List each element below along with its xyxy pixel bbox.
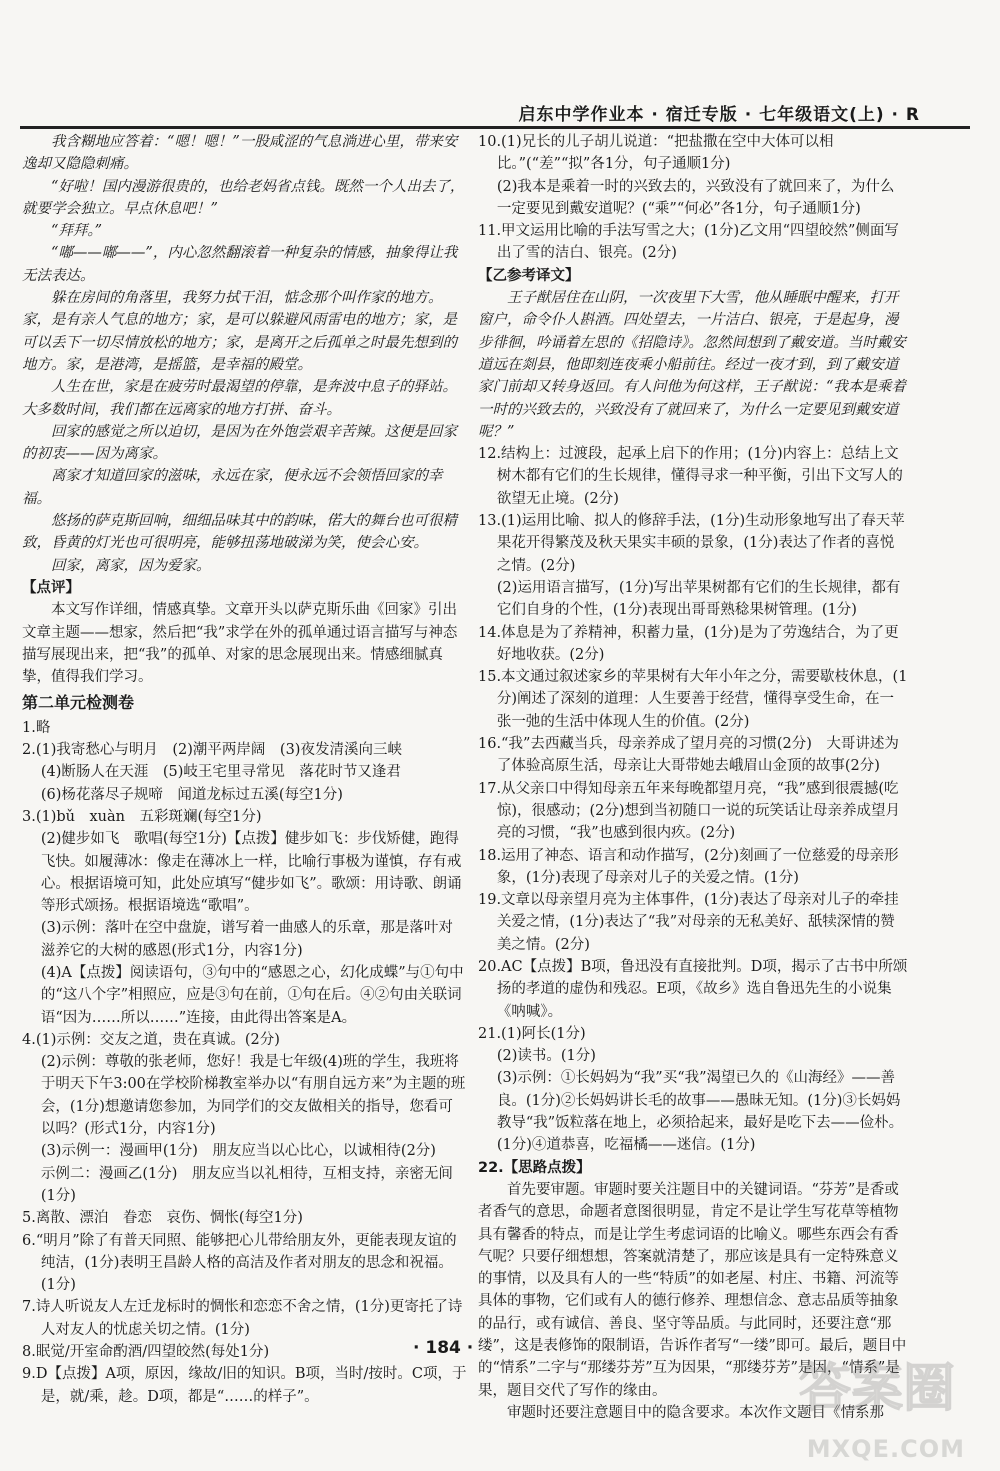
- answer-4-line: (2)示例：尊敬的张老师，您好！我是七年级(4)班的学生，我班将于明天下午3:00在学校阶梯教室举办以“有朋自远方来”为主题的班会，(1分)想邀请您参加，为同学们的交友做相关的指导，您看可以吗？(形式1分，内容1分): [40, 1054, 466, 1138]
- essay-paragraph: “好啦！国内漫游很贵的，也给老妈省点钱。既然一个人出去了，就要学会独立。早点休息吧！”: [22, 178, 465, 217]
- answer-11: 11.甲文运用比喻的手法写雪之大；(1分)乙文用“四望皎然”侧面写出了雪的洁白、银亮。(2分): [478, 223, 899, 262]
- page-header: 启东中学作业本 · 宿迁专版 · 七年级语文(上) · R: [518, 105, 920, 125]
- answer-21: 21.(1)阿长(1分): [478, 1025, 586, 1042]
- right-column: [478, 131, 908, 1424]
- answer-4-line: 示例二：漫画乙(1分) 朋友应当以礼相待，互相支持，亲密无间(1分): [40, 1165, 453, 1204]
- translation-text: 王子猷居住在山阴，一次夜里下大雪，他从睡眠中醒来，打开窗户，命令仆人斟酒。四处望去，一片洁白、银亮，于是起身，漫步徘徊，吟诵着左思的《招隐诗》。忽然间想到了戴安道。当时戴安道远在剡县，他即刻连夜乘小船前往。经过一夜才到，到了戴安道家门前却又转身返回。有人问他为何这样，王子猷说：“我本是乘着一时的兴致去的，兴致没有了就回来了，为什么一定要见到戴安道呢？”: [478, 290, 906, 440]
- svg-text:答案圈: 答案圈: [798, 1359, 956, 1419]
- answer-6: 6.“明月”除了有普天同照、能够把心儿带给朋友外，更能表现友谊的纯洁，(1分)表明王昌龄人格的高洁及作者对朋友的思念和祝福。(1分): [22, 1232, 457, 1294]
- answer-3-line: (2)健步如飞 歌唱(每空1分)【点拨】健步如飞：步伐矫健，跑得飞快。如履薄冰：像走在薄冰上一样，比喻行事极为谨慎，存有戒心。根据语境可知，此处应填写“健步如飞”。歌颂：用诗歌、朗诵等形式颂扬。根据语境选“歌唱”。: [40, 831, 462, 915]
- answer-12: 12.结构上：过渡段，起承上启下的作用；(1分)内容上：总结上文树木都有它们的生长规律，懂得寻求一种平衡，引出下文写人的欲望无止境。(2分): [478, 446, 903, 507]
- translation-tag: 【乙参考译文】: [478, 267, 580, 284]
- answer-3: 3.(1)bǔ xuàn 五彩斑斓(每空1分): [22, 808, 262, 825]
- answer-21-line: (2)读书。(1分): [496, 1048, 596, 1065]
- header-rule: [20, 126, 970, 129]
- answer-19: 19.文章以母亲望月亮为主体事件，(1分)表达了母亲对儿子的牵挂关爱之情，(1分)表达了“我”对母亲的无私美好、舐犊深情的赞美之情。(2分): [478, 892, 899, 953]
- answer-18: 18.运用了神态、语言和动作描写，(2分)刻画了一位慈爱的母亲形象，(1分)表现了母亲对儿子的关爱之情。(1分): [478, 847, 899, 886]
- answer-4: 4.(1)示例：交友之道，贵在真诚。(2分): [22, 1031, 280, 1048]
- watermark: [785, 1348, 970, 1463]
- section-title: 第二单元检测卷: [22, 693, 135, 713]
- essay-paragraph: 回家，离家，因为爱家。: [51, 557, 211, 574]
- essay-paragraph: 离家才知道回家的滋味，永远在家，便永远不会领悟回家的幸福。: [22, 468, 443, 507]
- answer-2-line: (6)杨花落尽子规啼 闻道龙标过五溪(每空1分): [40, 786, 343, 803]
- answer-3-line: (4)A【点拨】阅读语句，③句中的“感恩之心，幻化成蝶”与①句中的“这八个字”相照应，应是③句在前，①句在后。④②句由关联词语“因为……所以……”连接，由此得出答案是A。: [40, 964, 464, 1026]
- answer-16: 16.“我”去西藏当兵，母亲养成了望月亮的习惯(2分) 大哥讲述为了体验高原生活，母亲让大哥带她去峨眉山金顶的故事(2分): [478, 736, 899, 775]
- essay-paragraph: 回家的感觉之所以迫切，是因为在外饱尝艰辛苦辣。这便是回家的初衷——因为离家。: [22, 423, 457, 463]
- answer-15: 15.本文通过叙述家乡的苹果树有大年小年之分，需要歇枝休息，(1分)阐述了深刻的道理：人生要善于经营，懂得享受生命，在一张一弛的生活中体现人生的价值。(2分): [478, 669, 908, 730]
- answer-17: 17.从父亲口中得知母亲五年来每晚都望月亮，“我”感到很震撼(吃惊)，很感动；(2分)想到当初随口一说的玩笑话让母亲养成望月亮的习惯，“我”也感到很内疚。(2分): [478, 780, 901, 842]
- essay-paragraph: “嘟——嘟——”，内心忽然翻滚着一种复杂的情感，抽象得让我无法表达。: [22, 245, 458, 284]
- answer-4-line: (3)示例一：漫画甲(1分) 朋友应当以心比心，以诚相待(2分): [40, 1143, 436, 1160]
- answer-14: 14.体息是为了养精神，积蓄力量，(1分)是为了劳逸结合，为了更好地收获。(2分): [478, 624, 899, 663]
- answer-1: 1.略: [22, 719, 51, 736]
- essay-paragraph: 悠扬的萨克斯回响，细细品味其中的韵味，偌大的舞台也可很精致，昏黄的灯光也可很明亮，能够扭荡地破涕为笑，使会心安。: [22, 513, 457, 552]
- answer-13-line: (2)运用语言描写，(1分)写出苹果树都有它们的生长规律，都有它们自身的个性，(1分)表现出哥哥熟稔果树管理。(1分): [496, 579, 901, 619]
- essay-paragraph: 人生在世，家是在疲劳时最渴望的停靠，是奔波中息子的驿站。大多数时间，我们都在远离家的地方打拼、奋斗。: [22, 379, 457, 418]
- answer-5: 5.离散、漂泊 眷恋 哀伤、惆怅(每空1分): [22, 1210, 303, 1227]
- essay-paragraph: 我含糊地应答着：“嗯！嗯！”一股咸涩的气息淌进心里，带来安逸却又隐隐刺痛。: [22, 134, 458, 173]
- answer-21-line: (3)示例：①长妈妈为“我”买“我”渴望已久的《山海经》——善良。(1分)②长妈妈讲长毛的故事——愚昧无知。(1分)③长妈妈教导“我”饭粒落在地上，必须拾起来，最好是吃下去——俭朴。(1分)④道恭喜，吃福橘——迷信。(1分): [496, 1070, 904, 1154]
- comment-tag: 【点评】: [22, 579, 80, 596]
- answer-8: 8.眠觉/开室命酌酒/四望皎然(每处1分): [22, 1344, 270, 1361]
- essay-paragraph: 躲在房间的角落里，我努力拭干泪，惦念那个叫作家的地方。家，是有亲人气息的地方；家，是可以躲避风雨雷电的地方；家，是可以丢下一切尽情放松的地方；家，是离开之后孤单之时最先想到的地方。家，是港湾，是摇篮，是幸福的殿堂。: [22, 290, 457, 373]
- answer-2-line: (4)断肠人在天涯 (5)岐王宅里寻常见 落花时节又逢君: [40, 764, 401, 781]
- essay-paragraph: “拜拜。”: [51, 223, 103, 240]
- left-column: [22, 131, 467, 1408]
- answer-7: 7.诗人听说友人左迁龙标时的惆怅和恋恋不舍之情，(1分)更寄托了诗人对友人的忧虑关切之情。(1分): [22, 1299, 463, 1338]
- comment-text: 本文写作详细，情感真挚。文章开头以萨克斯乐曲《回家》引出文章主题——想家，然后把“我”求学在外的孤单通过语言描写与神态描写展现出来，把“我”的孤单、对家的思念展现出来。情感细腻真挚，值得我们学习。: [22, 602, 458, 686]
- watermark-url: MXQE.COM: [806, 1435, 965, 1463]
- watermark-logo: [785, 1348, 970, 1428]
- answer-22-text: 首先要审题。审题时要关注题目中的关键词语。“芬芳”是香或者香气的意思，命题者意图很明显，肯定不是让学生写花草等植物具有馨香的特点，而是让学生考虑词语的比喻义。哪些东西会有香气呢？只要仔细想想，答案就清楚了，那应该是具有一定特殊意义的事情，以及具有人的一些“特质”的如老屋、村庄、书籍、河流等具体的事物，它们或有人的德行修养、理想信念、意志品质等抽象的品行，或有诚信、善良、坚守等品质。与此同时，还要注意“那缕”，这是表修饰的限制语，告诉作者写“一缕”即可。最后，题目中的“情系”二字与“那缕芬芳”互为因果，“那缕芬芳”是因，“情系”是果，题目交代了写作的缘由。: [478, 1181, 907, 1399]
- answer-3-line: (3)示例：落叶在空中盘旋，谱写着一曲感人的乐章，那是落叶对滋养它的大树的感恩(形式1分，内容1分): [40, 920, 453, 959]
- page-number: · 184 ·: [413, 1338, 474, 1358]
- answer-22-text: 审题时还要注意题目中的隐含要求。本次作文题目《情系那: [507, 1404, 884, 1421]
- answer-2: 2.(1)我寄愁心与明月 (2)潮平两岸阔 (3)夜发清溪向三峡: [22, 742, 402, 759]
- answer-22-tag: 22.【思路点拨】: [478, 1159, 591, 1176]
- answer-9: 9.D【点拨】A项，原因，缘故/旧的知识。B项，当时/按时。C项，于是，就/乘，趁。D项，都是“……的样子”。: [22, 1366, 467, 1405]
- essay-body: [22, 131, 467, 577]
- answer-10-line: (2)我本是乘着一时的兴致去的，兴致没有了就回来了，为什么一定要见到戴安道呢？(“乘”“何必”各1分，句子通顺1分): [496, 178, 895, 217]
- answer-20: 20.AC【点拨】B项，鲁迅没有直接批判。D项，揭示了古书中所颂扬的孝道的虚伪和残忍。E项，《故乡》选自鲁迅先生的小说集《呐喊》。: [478, 958, 908, 1020]
- answer-13: 13.(1)运用比喻、拟人的修辞手法，(1分)生动形象地写出了春天苹果花开得繁茂及秋天果实丰硕的景象，(1分)表达了作者的喜悦之情。(2分): [478, 513, 905, 574]
- answer-10: 10.(1)兄长的儿子胡儿说道：“把盐撒在空中大体可以相比。”(“差”“拟”各1分，句子通顺1分): [478, 134, 834, 173]
